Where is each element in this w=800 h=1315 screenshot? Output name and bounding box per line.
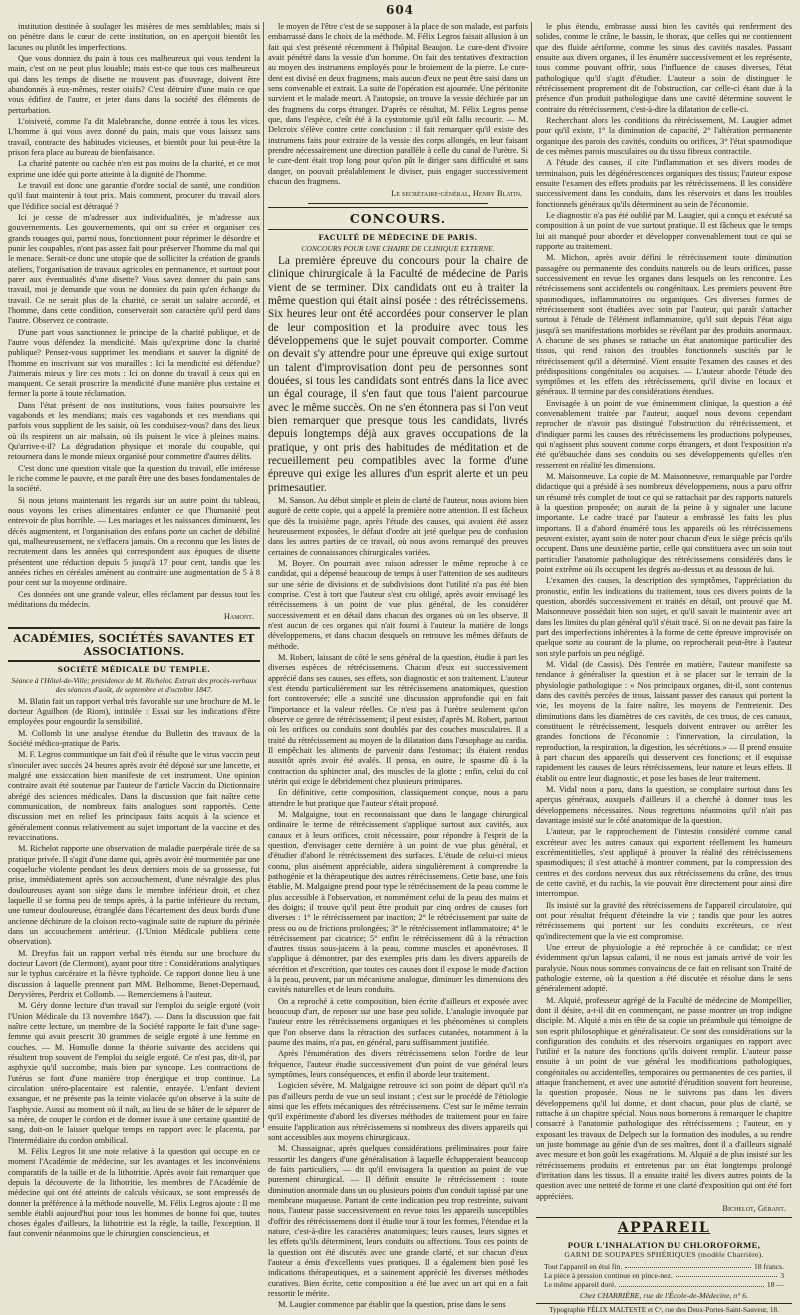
advertisement-title: APPAREIL — [617, 1220, 711, 1237]
paragraph: A l'étude des causes, il cite l'inflammation et ses divers modes de terminaison, puis les dégénérescences organiques des tissus; l'auteur expose ensuite l'examen des effets produits par les rétrécissemens. Il les considère successivement dans les conduits, dans les réservoirs et dans les troubles fonctionnels généraux qu'ils déterminent au sein de l'économie. — [536, 158, 792, 209]
advertisement-prices — [536, 1262, 792, 1290]
gerant-signature: Bichelot, Gérant. — [722, 1204, 786, 1214]
paragraph: Après l'énumération des divers rétrécissemens selon l'ordre de leur fréquence, l'auteur étudie successivement d'un point de vue général leurs symptômes, leurs conséquences, et enfin il aborde leur traitement. — [268, 1049, 528, 1080]
price-value: 18 francs. — [754, 1261, 784, 1271]
society-meta: Séance à l'Hôtel-de-Ville; présidence de M. Richelot. Extrait des procès-verbaux des séances d'août, de septembre et d'octobre 1847. — [11, 676, 257, 695]
paragraph: M. Félix Legros lit une note relative à la question qui occupe en ce moment l'Académie de médecine, sur les avantages et les inconvéniens comparatifs de la taille et de la lithotritie. Après avoir fait remarquer que depuis la découverte de la lithotritie, les membres de l'Académie de médecine qui ont été atteints de calculs vésicaux, se sont empressés de donner la préférence à la méthode nouvelle, M. Félix Legros ajoute : Il me semble établi aujourd'hui pour tous les hommes de bonne foi que, toutes choses égales d'ailleurs, la lithotritie est la règle, la taille, l'exception. Il faut convenir néanmoins que le chirurgien consciencieux, et — [8, 1146, 260, 1239]
price-label: La pièce à pression continue en pince-nez. — [544, 1270, 673, 1280]
paragraph: le plus étendu, embrasse aussi bien les cavités qui renferment des solides, comme le crâne, le bassin, le thorax, que celles qui ne contiennent que des fluide aériforme, comme les sinus des cavités nasales. Passant ensuite aux divers organes, il les énumère successivement et les représente, tous comme pouvant offrir, sous l'influence de causes diverses, l'état pathologique qu'il s'agit d'étudier. L'auteur a soin de distinguer le rétrécissement proprement dit de l'obstruction, car celle-ci étant due à la présence d'un produit pathologique dans une cavité détermine souvent le contraire du rétrécissement, c'est-à-dire la dilatation de celle-ci. — [536, 22, 792, 114]
paragraph: M. Boyer. On pourrait avec raison adresser le même reproche à ce candidat, qui a dépensé beaucoup de temps à user l'attention de ses auditeurs sur une série de divisions et de subdivisions dont l'utilité n'a pas été bien comprise. C'est à tort que l'auteur s'est cru obligé, après avoir envisagé les rétrécissemens à un point de vue plus général, de les considérer successivement et en détail dans chacun des organes où on les observe. Il n'est aucun de ces organes qui n'ait fourni à l'auteur la matière de longs développemens, et dans chacun desquels on retrouve les mêmes défauts de méthode. — [268, 559, 528, 651]
paragraph: Le travail est donc une garantie d'ordre social de santé, une condition qu'il faut maintenir à tout prix. Mais comment, procurer du travail alors que l'édifice social est détraqué ? — [8, 180, 260, 211]
society-minutes — [8, 697, 260, 1240]
advertisement-address: Chez CHARRIÈRE, rue de l'École-de-Médecine, n° 6. — [579, 1290, 749, 1300]
author-signature: Hamont. — [223, 612, 254, 622]
paragraph: Logicien sévère, M. Malgaigne retrouve ici son point de départ qu'il n'a pas d'ailleurs perdu de vue un seul instant ; c'est sur le procédé de l'étiologie ainsi que les effets mécaniques des rétrécissemens. C'est sur le même terrain qu'il expérimente d'abord les diverses méthodes de traitement pour en faire ensuite l'application aux rétrécissemens si nombreux des divers appareils qui sont accessibles aux moyens chirurgicaux. — [268, 1081, 528, 1143]
paragraph: L'examen des causes, la description des symptômes, l'appréciation du pronostic, enfin les indications du traitement, tous ces divers points de la question, abordés successivement et traités en détail, ont prouvé que M. Maisonneuve possédait bien son sujet, et qu'il savait le maintenir avec art dans les limites du plan général qu'il s'était tracé. Si on ne devait pas faire la part des imperfections inhérentes à la forme de cette épreuve improvisée on quelque sorte au courant de la plume, on reprocherait peut-être à l'auteur son style parfois un peu négligé. — [536, 576, 792, 658]
paragraph: M. Sanson. Au début simple et plein de clarté de l'auteur, nous avions bien augurè de cette copie, qui a appelé la première notre attention. Il est fâcheux que dès la troisième page, après l'étude des causes, qui avaient été assez heureusement exposées, le défaut d'ordre ait jeté quelque peu de confusion dans les autres parties de ce travail, où nous avons remarqué des preuves certaines de connaissances chirurgicales variées. — [268, 496, 528, 557]
price-value: 18 — — [766, 1280, 784, 1290]
price-row — [536, 1280, 792, 1289]
paragraph: On a reproché à cette composition, bien écrite d'ailleurs et exposée avec beaucoup d'art, de reposer sur une base peu solide. L'analogie invoquée par l'auteur entre les rétrécissemens organiques et les phénomènes si complets que l'on observe dans la rétraction des surfaces cutanées, notamment à la paume des mains, n'a pas, en général, paru suffisamment justifiée. — [268, 996, 528, 1048]
concours-report — [268, 496, 528, 1311]
paragraph: Recherchant alors les conditions du rétrécissement, M. Laugier admet pour qu'il existe, 1° la diminution de capacité, 2° l'altération permanente organique des parois des cavités, conduits ou orifices, 3° l'état spasmodique de ces mêmes parois musculaires ou du tissu fibreux contractile. — [536, 115, 792, 156]
paragraph: L'oisiveté, comme l'a dit Malebranche, donne entrée à tous les vices. L'homme à qui vous avez donné du pain, mais que vous laissez sans travail, contracte des habitudes vicieuses, et bientôt pour lui peut-être la prison fera place au bureau de bienfaisance. — [8, 116, 260, 157]
paragraph: M. Alquié, professeur agrégé de la Faculté de médecine de Montpellier, dont il désire, a-t-il dit en commençant, ne passe montrer un trop indigne disciple. M. Alquié a mis en tête de sa copie un préambule qui témoigne de son esprit philosophique et généralisateur. Ce sont des considérations sur la configuration des conduits et des réservoirs organiques en rapport avec l'utilité et la nature des fonctions qu'ils doivent remplir. L'auteur passe ensuite à un point de vue général les modifications pathologiques, congénitales ou accidentelles, temporaires ou permanentes de ces parties, il attaque franchement, et avec une autorité d'érudition souvent fort heureuse, la question proposée. Nous ne le suivrons pas dans les divers développemens qu'il lui donne, et dont chacun, pour plus de clarté, se rattache à un chapitre spécial. Nous nous bornerons à remarquer le chapitre consacré à l'anatomie pathologique des rétrécissemens ; l'auteur, en y exposant les travaux de Delpech sur la formation des inodules, a su rendre un juste hommage au génie d'un de ses maîtres, dont il a d'ailleurs signalé avec mesure et bon goût les exagérations. M. Alquié a de plus insisté sur les rétrécissemens produits et entretenus par un état longtemps prolongé d'irritation dans les tissus. Il a ensuite traité les divers autres points de la question avec une netteté de forme et une clarté d'exposition qui ont été fort appréciées. — [536, 995, 792, 1201]
paragraph: Une erreur de physiologie a été reprochée à ce candidat; ce n'est évidemment qu'un lapsus calami, il ne nous est jamais arrivé de voir les paralysie. Nous nous sommes convaincus de ce fait en relisant son Traité de pathologie externe, où la question a été discutée et résolue dans le sens généralement adopté. — [536, 942, 792, 994]
secretary-signature: Le secrétaire-général, Henry Blatin. — [391, 189, 522, 199]
price-label: Le même appareil doré. — [544, 1280, 617, 1290]
paragraph: M. Maisonneuve. La copie de M. Maisonneuve, remarquable par l'ordre didactique qui a présidé à ses nombreux développemens, nous a paru offrir un résumé très complet de tout ce qui se rattachait par des rapports naturels à la question proposée; on aurait de la peine à y signaler une lacune importante. Le cadre tracé par l'auteur a embrassé les faits les plus importans. Il a d'abord énuméré tous les appareils où les rétrécissemens peuvent exister, ayant soin de noter pour chacun d'eux le siège précis qu'ils occupent. Dans une deuxième partie, celle qui constituera avec un soin tout particulier l'anatomie pathologique des rétrécissemens considérés dans le point extrême où ils occupent les degrés au-dessus et au dessous de lui. — [536, 472, 792, 575]
paragraph: Si nous jetons maintenant les regards sur un autre point du tableau, nous voyons les crises alimentaires enfanter ce que l'humanité peut entrevoir de plus horrible. — Les mariages et les naissances diminuent, les décès augmentent, et l'organisation des enfans porte un cachet de débilité qui, malheureusement, ne s'effacera jamais. On a reconnu que les listes de recrutement dans les années qui correspondent aux époques de disette présentent une réduction depuis 5 jusqu'à 17 pour cent, tandis que les années riches en céréales amènent au contraire une augmentation de 5 à 8 pour cent sur la moyenne ordinaire. — [8, 495, 260, 588]
society-title: SOCIÉTÉ MÉDICALE DU TEMPLE. — [57, 665, 211, 675]
paragraph: M. Géry donne lecture d'un travail sur l'emploi du seigle ergoté (voir l'Union Médicale du 13 novembre 1847). — Dans la discussion que fait naître cette lecture, un membre de la Société rapporte le fait d'une sage-femme qui avait prescrit 30 grammes de seigle ergoté à une femme en couches. — M. Homolle donne la théorie suivante des accidens qui résultent trop souvent de l'emploi du seigle ergoté. Ce n'est pas, dit-il, par asphyxie qu'il succombe, mais bien par syncope. Les contractions de l'utérus se font d'une manière trop énergique et trop continue. La circulation utéro-placentaire est ralentie, enrayée. L'enfant devient exsangue, et ne présente pas la teinte violacée qu'on observe à la suite de l'asphyxie. Aussi au moment où il naît, au lieu de se hâter de le séparer de sa mère, de couper le cordon et de donner issue à une certaine quantité de sang, doit-on le laisser quelque temps en rapport avec le placenta, par l'intermédiaire du cordon ombilical. — [8, 1001, 260, 1145]
paragraph: M. Malgaigne, tout en reconnaissant que dans le langage chirurgical ordinaire le terme de rétrécissement s'applique surtout aux cavités, aux canaux et à leurs orifices, croit nécessaire, pour répondre à l'esprit de la question, d'envisager cette dernière à un point de vue plus général, et d'étudier d'abord le rétrécissement des surfaces. L'étude de celui-ci mieux connu, plus aisément appréciable, aidera singulièrement à comprendre la pathogénie et la thérapeutique des autres rétrécissemens. Cette base, une fois établie, M. Malgaigne prend pour type le rétrécissement de la peau comme le plus accessible à l'observation, et nommément celui de la peau des mains et des doigts; il trouve qu'il peut être produit par cinq ordres de causes fort diverses : 1° le rétrécissement par inaction; 2° le rétrécissement par suite de press ou ou de frictions prolongées; 3° le rétrécissement inflammatoire; 4° le rétrécissement par cicatrice; 5° enfin le rétrécissement dû à la rétraction d'autres tissus sous-jacens à la peau, comme muscles et aponévroses. Il s'applique à démontrer, par des exemples pris dans les divers appareils de sécrétion et d'excrétion, que toutes ces causes dont il expose le mode d'action à la peau, peuvent, par un mécanisme analogue, diminuer les dimensions des cavités naturelles et de leurs conduits. — [268, 809, 528, 995]
column-middle — [268, 22, 528, 1310]
paragraph: M. Collomb lit une analyse étendue du Bulletin des travaux de la Société médico-pratique de Paris. — [8, 728, 260, 749]
page-number: 604 — [385, 3, 415, 17]
article-body — [8, 22, 260, 610]
paragraph: M. Chassaignac, après quelques considérations préliminaires pour faire ressortir les dangers d'une généralisation à laquelle échapperaient beaucoup de faits particuliers, — dit qu'il envisagera la question au point de vue purement chirurgical. — Il définit ensuite le rétrécissement : toute diminution anormale dans un ou plusieurs points d'un conduit tapissé par une membrane muqueuse. Partant de cette indication peu trop restreinte, suivant nous, l'auteur passe successivement en revue tous les appareils susceptibles d'offrir des rétrécissemens dont il étudie tour à tour les formes, l'étendue et la nature, c'est-à-dire les caractères anatomiques; leurs causes, leurs signes et les effets qu'ils déterminent, leurs conduits ou affections. Tous ces points de la question ont été discutés avec une grande clarté, et sur chacun d'eux l'auteur a émis d'excellents vues pratiques. Il a également bien posé les indications thérapeutiques, et a sainement apprécié les diverses méthodes curatives. Bien écrite, cette composition a été lue avec un art qui en a fait ressortir le mérite. — [268, 1144, 528, 1298]
paragraph: M. Dreyfus fait un rapport verbal très étendu sur une brochure du docteur Lavort (de Clermont), ayant pour titre : Considérations analytiques sur le typhus carcéraire et la fièvre typhoïde. Ce rapport donne lieu à une discussion à laquelle prennent part MM. Belhomme, Benet-Depernaud, Deryvières, Perdrix et Collomb. — Remerciemens à l'auteur. — [8, 948, 260, 999]
paragraph: M. Richelot rapporte une observation de maladie puerpérale tirée de sa pratique privée. Il s'agit d'une dame qui, après avoir été tourmentée par une coqueluche violente pendant les deux derniers mois de sa grossesse, fut prise, immédiatement après son accouchement, d'une névralgie des plus douloureuses ayant son siège dans le membre inférieur droit, et chez laquelle il se forma peu de temps après, à la partie inférieure du rectum, une tumeur douloureuse, étranglée dans l'écartement des deux bords d'une ancienne déchirure de la cloison recto-vaginale suite de rupture du périnée dans un accouchement antérieur. (L'Union Médicale publiera cette observation). — [8, 844, 260, 947]
paragraph: Envisagée à un point de vue éminemment clinique, la question a été convenablement traitée par l'auteur, auquel nous devons cependant reprocher de n'avoir pas distingué l'obstruction du rétrécissement, et d'indiquer parmi les causes des rétrécissemens les productions polypeuses, qui n'agissent plus souvent comme corps étrangers, et dont l'exposition n'a été qu'ébauchée dans ses conduits ou ses développements qu'elles n'en resserrent en réalité les dimensions. — [536, 398, 792, 470]
paragraph: M. Laugier commence par établir que la question, prise dans le sens — [278, 1300, 506, 1310]
paragraph: M. F. Legros communique un fait d'où il résulte que le virus vaccin peut s'inoculer avec succès 24 heures après avoir été déposé sur une lancette, et malgré une exsiccation bien manifeste de cet instrument. Une opinion contraire avait été soutenue par l'auteur de l'article Vaccin du Dictionnaire abrégé des sciences médicales. Dans la discussion que fait naître cette communication, de nombreux faits analogues sont rapportés. Cette discussion met en relief les principaux faits acquis à la science et généralement connus relativement au sujet important de la vaccine et des revaccinations. — [8, 750, 260, 843]
column-right — [536, 22, 792, 1315]
paragraph: M. Michon, après avoir défini le rétrécissement toute diminution passagère ou permanente des conduits naturels ou de leurs orifices, passe successivement en revue les organes dans lesquels on les rencontre. Les rétrécissemens sont accidentels ou congénitaux. Les premiers peuvent être spasmodiques, inflammatoires ou organiques. Ces diverses formes de rétrécissement sont étudiées avec soin par l'auteur, qui paraît s'attacher surtout à l'étude de l'élément inflammatoire, qu'il suit depuis l'état aigu jusqu'à ses manifestations morbides se révélant par des produits anormaux. A chacune de ses phases se rattache un état anatomique particulier des tissus, qui rend raison des troubles fonctionnels suscités par le rétrécissement qu'il a déterminé. Vient ensuite l'examen des causes et des prédispositions congénitales ou acquises. — L'auteur aborde l'étude des symptômes et les effets des rétrécissemens, qu'il divise en locaux et généraux. Il termine par des considérations étendues. — [536, 253, 792, 397]
paragraph: institution destinée à soulager les misères de mes semblables; mais si on pénètre dans le cœur de cette institution, on en aperçoit bientôt les lacunes ou plutôt les imperfections. — [8, 22, 260, 52]
price-row — [536, 1271, 792, 1280]
paragraph: L'auteur, par le rapprochement de l'intestin considéré comme canal excréteur avec les autres canaux qui exportent réellement les humeurs excrémentitielles, s'est appliqué à prouver la réalité des rétrécissemens spasmodiques; il s'est attaché à montrer comment, par la compression des centres et des cordons nerveux dus aux rétrécissemens du crâne, des trous de cette cavité, et du rachis, la vie pouvait être directement pour ainsi dire interrompue. — [536, 827, 792, 899]
divider — [308, 203, 488, 204]
divider — [536, 1217, 792, 1218]
paragraph: M. Vidal nous a paru, dans la question, se complaire surtout dans les aperçus généraux, auxquels d'ailleurs il a cherché à donner tous les développemens nécessaires. Nous regrettons néanmoins qu'il n'ait pas davantage insisté sur le côté anatomique de la question. — [536, 784, 792, 825]
faculty-subtitle: CONCOURS POUR UNE CHAIRE DE CLINIQUE EXTERNE. — [301, 243, 495, 253]
paragraph: C'est donc une question vitale que la question du travail, elle intéresse le riche comme le pauvre, et me paraît être une des bases fondamentales de la société. — [8, 463, 260, 494]
society-minutes-continued — [268, 22, 528, 187]
price-row — [536, 1262, 792, 1271]
paragraph: le moyen de l'être c'est de se supposer à la place de son malade, est parfois embarrassé dans le choix de la méthode. M. Félix Legros faisait allusion à un fait qui s'est présenté récemment à l'hôpital Beaujon. Le cure-dent d'ivoire avait pénétré dans la vessie d'un homme. On fait des tentatives d'extraction au moyen des instrumens employés pour le broiement de la pierre. Le cure-dent est divisé en deux fragmens, mais aucun d'eux ne peut être saisi dans un sens convenable et extrait. La suite de l'opération est ajournée. Une péritonite survient et le malade meurt. A l'autopsie, on trouve la vessie déchirée par un des fragmens du corps étranger. D'après ce résultat, M. Félix Legros pense que, dans l'espèce, c'eût été à la cystotomie qu'il eût fallu recourir. — M. Delcroix s'élève contre cette conclusion : il fait remarquer qu'il existe des instrumens faits pour extraire de la vessie des corps allongés, en leur faisant prendre nécessairement une direction parallèle à celle du canal de l'urètre. Si le cure-dent était trop long pour qu'on pût le diriger sans difficulté et sans danger, on pouvait préalablement le diviser, puis engager successivement chacun des fragmens. — [268, 22, 528, 186]
paragraph: Dans l'état présent de nos institutions, vous faites poursuivre les vagabonds et les mendians; mais ces vagabonds et ces mendians qui parfois vous supplient de les saisir, où les conduisez-vous? dans des lieux où ils respirent un air malsain, où ils puisent le vice à pleines mains. Qu'arrive-t-il? La dégradation physique et morale du coupable, qui retournera dans le monde mieux organisé pour commettre d'autres délits. — [8, 400, 260, 462]
concours-report-continued — [536, 22, 792, 1202]
column-left — [8, 22, 260, 1239]
faculty-title: FACULTÉ DE MÉDECINE DE PARIS. — [318, 232, 478, 242]
dot-leader — [625, 1262, 751, 1268]
price-value: 3 — [780, 1270, 784, 1280]
paragraph: La charité patente ou cachée n'en est pas moins de la charité, et ce mot exprime une idée qui porte atteinte à la dignité de l'homme. — [8, 159, 260, 179]
concours-banner: CONCOURS. — [268, 207, 528, 230]
paragraph: D'une part vous sanctionnez le principe de la charité publique, et de l'autre vous défendez la mendicité. Mais qu'exprime donc la charité publique? Pensez-vous supprimer les mendians et sauver la dignité de l'homme en inscrivant sur vos murailles : Ici la mendicité est défendue? J'aimerais mieux y lire ces mots : Ici on donne du travail à ceux qui en manquent. Ce serait proscrire la mendicité d'une manière plus certaine et fermer la porte à toute réclamation. — [8, 327, 260, 399]
price-label: Tout l'appareil en étui fin. — [544, 1261, 623, 1271]
advertisement-subtitle: POUR L'INHALATION DU CHLOROFORME, — [567, 1239, 761, 1250]
lead-paragraph: La première épreuve du concours pour la chaire de clinique chirurgicale à la Faculté de médecine de Paris vient de se terminer. Dix candidats ont eu à traiter la même question qui était ainsi posée : des rétrécissemens. Six heures leur ont été accordées pour conserver le plan de leur composition et la produire avec tous les développemens que le sujet pouvait comporter. Comme on devait s'y attendre pour une épreuve qui exige surtout un talent d'improvisation dont peu de personnes sont douées, si tous les candidats sont entrés dans la lice avec un égal courage, il s'en faut que tous l'aient parcourue avec le même succès. On ne s'en étonnera pas si l'on veut bien remarquer que presque tous les candidats, livrés depuis longtemps déjà aux graves occupations de la pratique, y ont pris des habitudes de méditation et de recueillement peu compatibles avec la forme d'une épreuve qui exige les allures d'un esprit alerte et un peu primesautier. — [268, 255, 528, 494]
paragraph: Le diagnostic n'a pas été oublié par M. Laugier, qui a conçu et exécuté sa composition à un point de vue surtout pratique. Il est fâcheux que le temps lui ait manqué pour aborder et développer convenablement tout ce qui se rapporte au traitement. — [536, 210, 792, 251]
paragraph: Ici je cesse de m'adresser aux individualités, je m'adresse aux gouvernements. Les gouvernements, qui ont su créer et organiser ces grands rouages qui, parmi nous, fonctionnent pour réprimer le désordre et punir les coupables, n'ont pas assez fait pour préserver l'homme du mal qui le menace. Serait-ce donc une utopie que de solliciter la création de grands ateliers, l'organisation de travaux agricoles en permanence, et surtout pour parer aux éventualités d'une disette? Vous savez donner du pain sans travail, moi je demande que vous ne donniez du pain qu'en échange du travail. Ce ne serait plus de la charité, ce serait un salaire accordé, et l'homme, dans cette condition, conserverait son caractère qu'il perd dans l'autre. Observez ce contraste. — [8, 212, 260, 326]
paragraph: M. Vidal (de Cassis). Dès l'entrée en matière, l'auteur manifeste sa tendance à généraliser la question et à se placer sur le terrain de la physiologie pathologique : « Nos principaux organes, dit-il, sont contenus dans des cavités percées de trous, laissant passer des canaux qui portent la vie, les moyens de la faire naître, les moyens de l'entretenir. Des diminutions dans les diamètres de ces cavités, de ces trous, de ces canaux, constituent le rétrécissement, lesquels doivent entraver ou arrêter les grandes fonctions de l'économie : l'innervation, la circulation, la reproduction, la respiration, la digestion, les sécrétions.» — Il prend ensuite à part chacun des appareils qui desservent ces fonctions; et il esquisse rapidement les causes de leurs rétrécissemens, leur nature et leurs effets. Il établit ou entre leur diagnostic, et pose les bases de leur traitement. — [536, 660, 792, 783]
paragraph: Ces données ont une grande valeur, elles réclament par dessus tout les méditations du médecin. — [8, 589, 260, 610]
paragraph: Ils insisté sur la gravité des rétrécissemens de l'appareil circulatoire, qui ont pour résultat fréquent d'éteindre la vie ; tandis que pour les autres rétrécissemens qui portent sur les conduits excréteurs, ce n'est qu'indirectement que la vie est compromise. — [536, 900, 792, 941]
paragraph: Que vous donniez du pain à tous ces malheureux qui vous tendent la main, c'est on ne peut plus louable; mais est-ce que tous ces malheureux qui dans les temps de disette ne trouvent pas d'ouvrage, doivent être abandonnés à eux-mêmes, rester oisifs? C'est détruire d'une main ce que vous édifiez de l'autre, et jeter dans dans la société des éléments de perturbation. — [8, 53, 260, 115]
column-rule — [531, 22, 532, 1128]
paragraph: M. Blatin fait un rapport verbal très favorable sur une brochure de M. le docteur Aguilhon (de Riom), intitulée : Essai sur les indications d'être employées pour engourdir la sensibilité. — [8, 696, 260, 727]
section-heading: ACADÉMIES, SOCIÉTÉS SAVANTES ET ASSOCIATIONS. — [8, 627, 260, 663]
dot-leader — [676, 1271, 777, 1277]
column-rule — [263, 22, 264, 1128]
paragraph: En définitive, cette composition, classiquement conçue, nous a paru attendre le but pratique que l'auteur s'était proposé. — [268, 788, 528, 808]
printer-imprint: Typographie FÉLIX MALTESTE et Cᵉ, rue des Deux-Portes-Saint-Sauveur, 18. — [536, 1303, 792, 1315]
advertisement-model: GARNI DE SOUPAPES SPHÉRIQUES (modèle Charrière). — [564, 1250, 764, 1260]
paragraph: M. Robert, laissant de côté le sens général de la question, étudie à part les diverses espèces de rétrécissemens. Chacun d'eux est successivement apprécié dans ses causes, ses effets, son diagnostic et son traitement. L'auteur s'est étendu particulièrement sur les rétrécissemens anatomiques, question fort controversée; elle a suscité une discussion approfondie qui en fait l'importance et la valeur réelles. Ce n'est pas à l'urètre seulement qu'on observe ce genre de rétrécissement; il peut exister, d'après M. Robert, partout où les orifices ou conduits sont doublés par des couches musculaires. Il a traité du rétrécissement au moyen de la dilatation dans l'œsophage au cardia. Il empêchait les aliments de parvenir dans l'estomac; ils étaient rendus aussitôt après avoir été avalés. Il pensa, en outre, le spasme dû à la contraction du sphincter anal, des muscles de la glotte ; enfin, celui du col utérin qui exige le débridement chez plusieurs primipares. — [268, 652, 528, 786]
dot-leader — [619, 1280, 764, 1286]
